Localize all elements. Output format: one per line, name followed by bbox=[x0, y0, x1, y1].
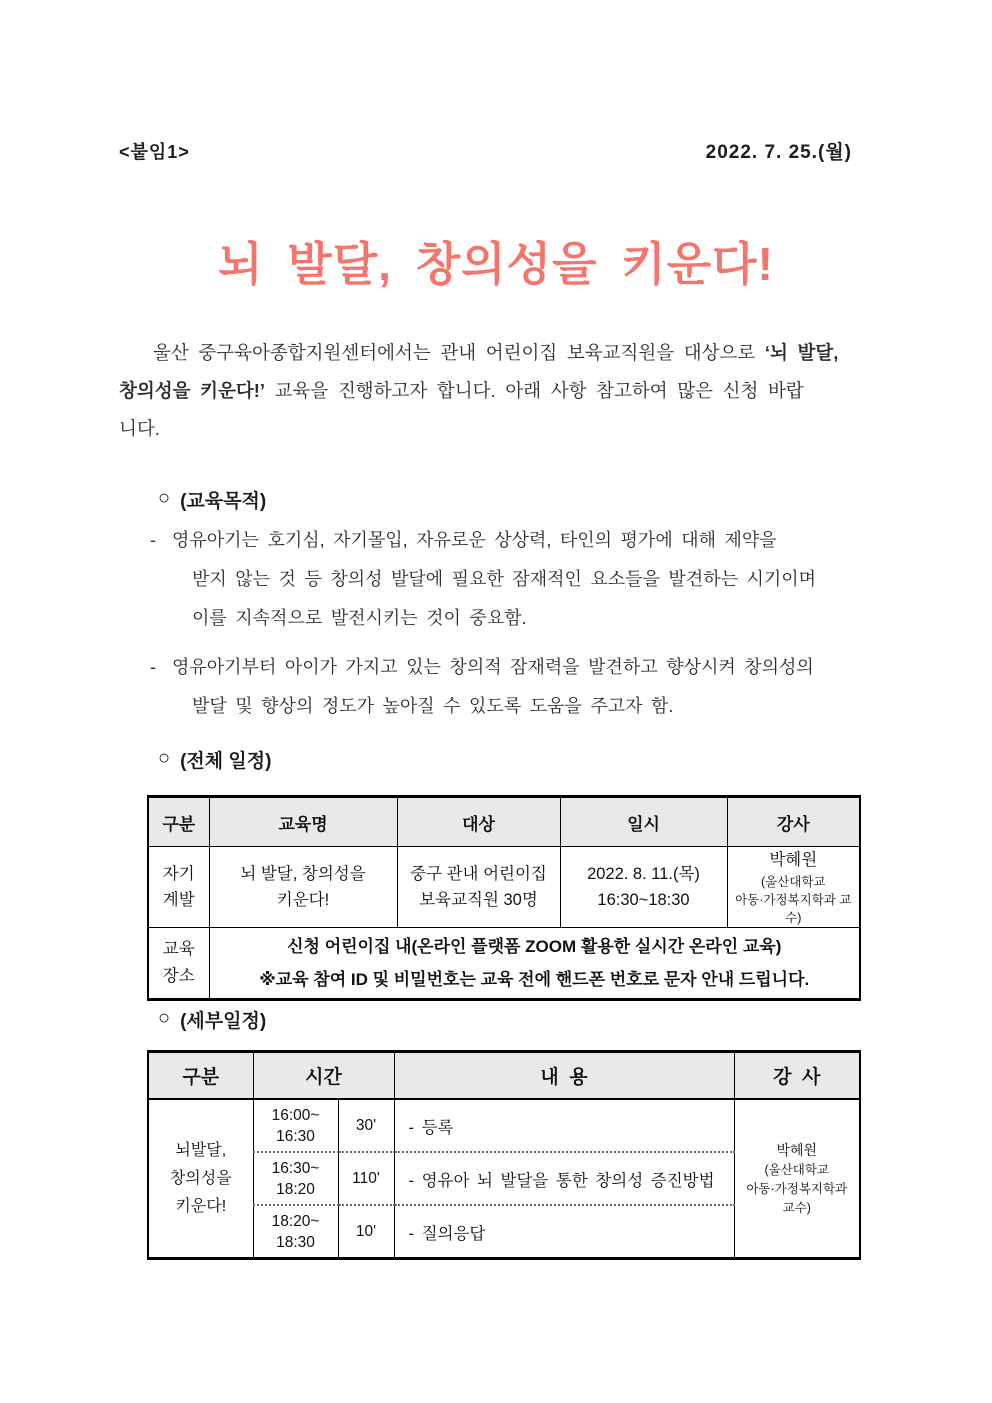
intro-line-2 bbox=[119, 372, 876, 410]
time-start: 16:30~ bbox=[271, 1159, 320, 1177]
dash-bullet-icon: - bbox=[150, 657, 156, 677]
purpose-heading-label: (교육목적) bbox=[180, 491, 267, 512]
instructor-cell bbox=[727, 847, 860, 928]
duration-cell: 30' bbox=[338, 1099, 394, 1152]
purpose-item-1 bbox=[150, 521, 890, 638]
purpose-item1-line3: 이를 지속적으로 발전시키는 것이 중요함. bbox=[192, 608, 527, 628]
table2-header-instructor: 강 사 bbox=[734, 1052, 860, 1100]
section-heading-detail bbox=[158, 1006, 266, 1033]
target-line1: 중구 관내 어린이집 bbox=[410, 865, 547, 883]
table1-header-category: 구분 bbox=[148, 797, 209, 847]
purpose-item2-line1 bbox=[150, 648, 890, 687]
table1-header-row bbox=[148, 797, 860, 847]
category-cell bbox=[148, 847, 209, 928]
purpose-item1-line2: 받지 않는 것 등 창의성 발달에 필요한 잠재적인 요소들을 발견하는 시기이며 bbox=[192, 569, 817, 589]
section-heading-purpose bbox=[158, 486, 266, 513]
intro-line-3: 니다. bbox=[119, 418, 160, 439]
purpose-item-2 bbox=[150, 648, 890, 726]
intro-line2-bold: 창의성을 키운다!’ bbox=[119, 380, 266, 401]
table2-header-category: 구분 bbox=[148, 1052, 253, 1100]
purpose-item2-line1-text: 영유아기부터 아이가 가지고 있는 창의적 잠재력을 발견하고 향상시켜 창의성의 bbox=[172, 657, 814, 677]
table1-header-target: 대상 bbox=[397, 797, 560, 847]
document-date: 2022. 7. 25.(월) bbox=[705, 142, 852, 163]
circle-bullet-icon: ○ bbox=[158, 487, 171, 509]
page-title: 뇌 발달, 창의성을 키운다! bbox=[218, 238, 774, 290]
table2-header-content: 내 용 bbox=[394, 1052, 734, 1100]
target-line2: 보육교직원 30명 bbox=[419, 891, 538, 909]
table2-header-row bbox=[148, 1052, 860, 1100]
detail-instructor-affil-line1: (울산대학교 bbox=[764, 1162, 830, 1177]
table2-row-1 bbox=[148, 1099, 860, 1152]
intro-paragraph bbox=[119, 334, 876, 448]
detail-category-line1: 뇌발달, bbox=[175, 1141, 227, 1159]
datetime-line1: 2022. 8. 11.(목) bbox=[587, 865, 700, 883]
attachment-label: <붙임1> bbox=[119, 142, 190, 162]
purpose-item1-line1 bbox=[150, 521, 890, 560]
detail-category-cell bbox=[148, 1099, 253, 1259]
table1-header-instructor: 강사 bbox=[727, 797, 860, 847]
detail-heading-label: (세부일정) bbox=[180, 1011, 267, 1032]
table1-location-row bbox=[148, 928, 860, 1000]
detail-category-line2: 창의성을 bbox=[169, 1169, 232, 1187]
time-cell bbox=[253, 1205, 338, 1259]
intro-line-1 bbox=[119, 334, 876, 372]
course-name-line1: 뇌 발달, 창의성을 bbox=[240, 865, 366, 883]
table1-header-datetime: 일시 bbox=[560, 797, 727, 847]
detail-category-line3: 키운다! bbox=[175, 1197, 227, 1215]
location-info-line2: ※교육 참여 ID 및 비밀번호는 교육 전에 핸드폰 번호로 문자 안내 드립니다. bbox=[259, 970, 810, 989]
section-heading-schedule bbox=[158, 746, 271, 773]
datetime-cell bbox=[560, 847, 727, 928]
intro-line2-regular: 교육을 진행하고자 합니다. 아래 사항 참고하여 많은 신청 바랍 bbox=[265, 380, 804, 401]
intro-line1-regular: 울산 중구육아종합지원센터에서는 관내 어린이집 보육교직원을 대상으로 bbox=[153, 342, 765, 363]
course-name-cell bbox=[209, 847, 397, 928]
instructor-affiliation-line1: (울산대학교 bbox=[760, 875, 826, 889]
time-end: 18:20 bbox=[276, 1180, 315, 1198]
detail-instructor-affil-line2: 아동·가정복지학과 bbox=[746, 1181, 848, 1196]
overall-schedule-table bbox=[147, 795, 861, 1001]
location-category-line1: 교육 bbox=[162, 940, 195, 958]
table2-header-time: 시간 bbox=[253, 1052, 394, 1100]
detail-schedule-table bbox=[147, 1050, 861, 1260]
location-info-cell bbox=[209, 928, 860, 1000]
table1-header-course: 교육명 bbox=[209, 797, 397, 847]
schedule-heading-label: (전체 일정) bbox=[180, 751, 272, 772]
detail-instructor-affil-line3: 교수) bbox=[782, 1200, 811, 1215]
circle-bullet-icon: ○ bbox=[158, 747, 171, 769]
location-category-line2: 장소 bbox=[162, 967, 195, 985]
purpose-item1-line1-text: 영유아기는 호기심, 자기몰입, 자유로운 상상력, 타인의 평가에 대해 제약을 bbox=[172, 530, 777, 550]
time-start: 16:00~ bbox=[271, 1106, 320, 1124]
purpose-item2-line2: 발달 및 향상의 정도가 높아질 수 있도록 도움을 주고자 함. bbox=[192, 696, 674, 716]
table1-course-row bbox=[148, 847, 860, 928]
time-cell bbox=[253, 1152, 338, 1205]
category-line2: 계발 bbox=[162, 891, 195, 909]
detail-instructor-name: 박혜원 bbox=[776, 1141, 818, 1158]
category-line1: 자기 bbox=[162, 865, 195, 883]
duration-cell: 10' bbox=[338, 1205, 394, 1259]
location-info-line1: 신청 어린이집 내(온라인 플랫폼 ZOOM 활용한 실시간 온라인 교육) bbox=[287, 937, 782, 956]
circle-bullet-icon: ○ bbox=[158, 1007, 171, 1029]
dash-bullet-icon: - bbox=[150, 530, 156, 550]
content-cell: - 질의응답 bbox=[394, 1205, 734, 1259]
instructor-affiliation-line2: 아동·가정복지학과 교수) bbox=[735, 893, 852, 925]
content-cell: - 영유아 뇌 발달을 통한 창의성 증진방법 bbox=[394, 1152, 734, 1205]
intro-line1-bold: ‘뇌 발달, bbox=[764, 342, 839, 363]
content-cell: - 등록 bbox=[394, 1099, 734, 1152]
datetime-line2: 16:30~18:30 bbox=[597, 891, 690, 909]
duration-cell: 110' bbox=[338, 1152, 394, 1205]
target-cell bbox=[397, 847, 560, 928]
course-name-line2: 키운다! bbox=[276, 891, 330, 909]
time-end: 16:30 bbox=[276, 1127, 315, 1145]
purpose-bullet-list bbox=[150, 521, 890, 726]
detail-instructor-cell bbox=[734, 1099, 860, 1259]
time-start: 18:20~ bbox=[271, 1212, 320, 1230]
time-end: 18:30 bbox=[276, 1233, 315, 1251]
location-category-cell bbox=[148, 928, 209, 1000]
instructor-name: 박혜원 bbox=[769, 851, 818, 869]
time-cell bbox=[253, 1099, 338, 1152]
